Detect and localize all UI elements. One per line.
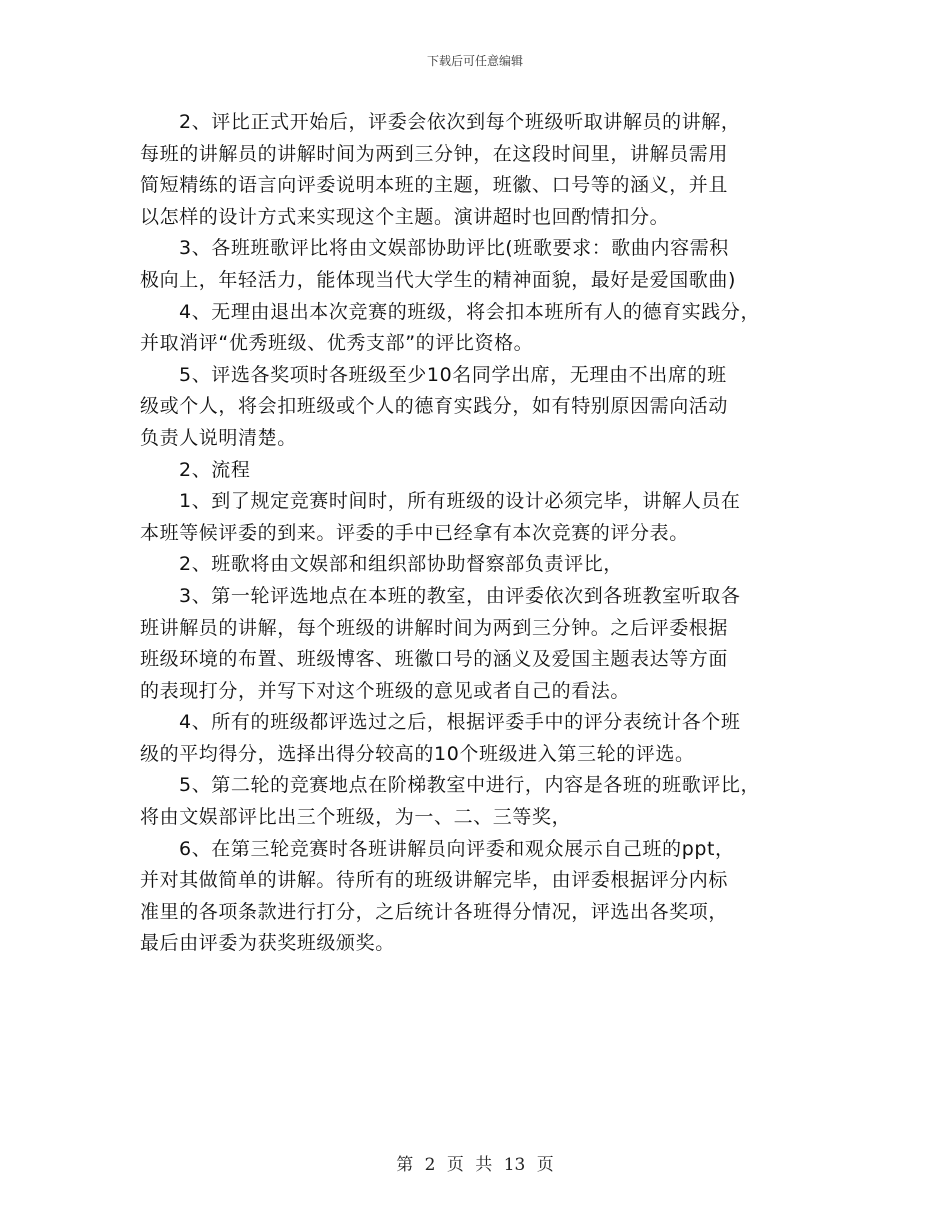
text-line: 级或个人，将会扣班级或个人的德育实践分，如有特别原因需向活动 [140,395,729,418]
text-line: 的表现打分，并写下对这个班级的意见或者自己的看法。 [140,679,631,702]
section-heading: 2、流程 [179,458,251,481]
text-line: 3、各班班歌评比将由文娱部协助评比(班歌要求：歌曲内容需积 [179,237,729,260]
text-line: 以怎样的设计方式来实现这个主题。演讲超时也回酌情扣分。 [140,205,670,228]
text-line: 2、班歌将由文娱部和组织部协助督察部负责评比， [179,553,623,576]
text-line: 5、第二轮的竞赛地点在阶梯教室中进行，内容是各班的班歌评比， [179,774,761,797]
text-line: 1、到了规定竞赛时间时，所有班级的设计必须完毕，讲解人员在 [179,490,741,513]
document-body [140,107,820,960]
text-line: 极向上，年轻活力，能体现当代大学生的精神面貌，最好是爱国歌曲) [140,268,737,291]
text-line: 并对其做简单的讲解。待所有的班级讲解完毕，由评委根据评分内标 [140,869,729,892]
text-line: 6、在第三轮竞赛时各班讲解员向评委和观众展示自己班的ppt， [179,837,735,860]
text-line: 简短精练的语言向评委说明本班的主题，班徽、口号等的涵义，并且 [140,174,729,197]
text-line: 准里的各项条款进行打分，之后统计各班得分情况，评选出各奖项， [140,900,729,923]
page-header: 下载后可任意编辑 [426,54,523,68]
text-line: 4、所有的班级都评选过之后，根据评委手中的评分表统计各个班 [179,711,741,734]
text-line: 将由文娱部评比出三个班级，为一、二、三等奖， [140,806,572,829]
text-line: 班级环境的布置、班级博客、班徽口号的涵义及爱国主题表达等方面 [140,648,729,671]
text-line: 每班的讲解员的讲解时间为两到三分钟，在这段时间里，讲解员需用 [140,142,729,165]
text-line: 最后由评委为获奖班级颁奖。 [140,932,395,955]
text-line: 并取消评“优秀班级、优秀支部”的评比资格。 [140,332,534,355]
text-line: 3、第一轮评选地点在本班的教室，由评委依次到各班教室听取各 [179,584,741,607]
text-line: 班讲解员的讲解，每个班级的讲解时间为两到三分钟。之后评委根据 [140,616,729,639]
text-line: 负责人说明清楚。 [140,426,297,449]
page-number: 第 2 页 共 13 页 [396,1155,554,1175]
text-line: 2、评比正式开始后，评委会依次到每个班级听取讲解员的讲解， [179,111,741,133]
text-line: 4、无理由退出本次竞赛的班级，将会扣本班所有人的德育实践分， [179,300,761,323]
text-line: 本班等候评委的到来。评委的手中已经拿有本次竞赛的评分表。 [140,521,689,544]
text-line: 5、评选各奖项时各班级至少10名同学出席，无理由不出席的班 [179,363,727,386]
text-line: 级的平均得分，选择出得分较高的10个班级进入第三轮的评选。 [140,742,695,765]
